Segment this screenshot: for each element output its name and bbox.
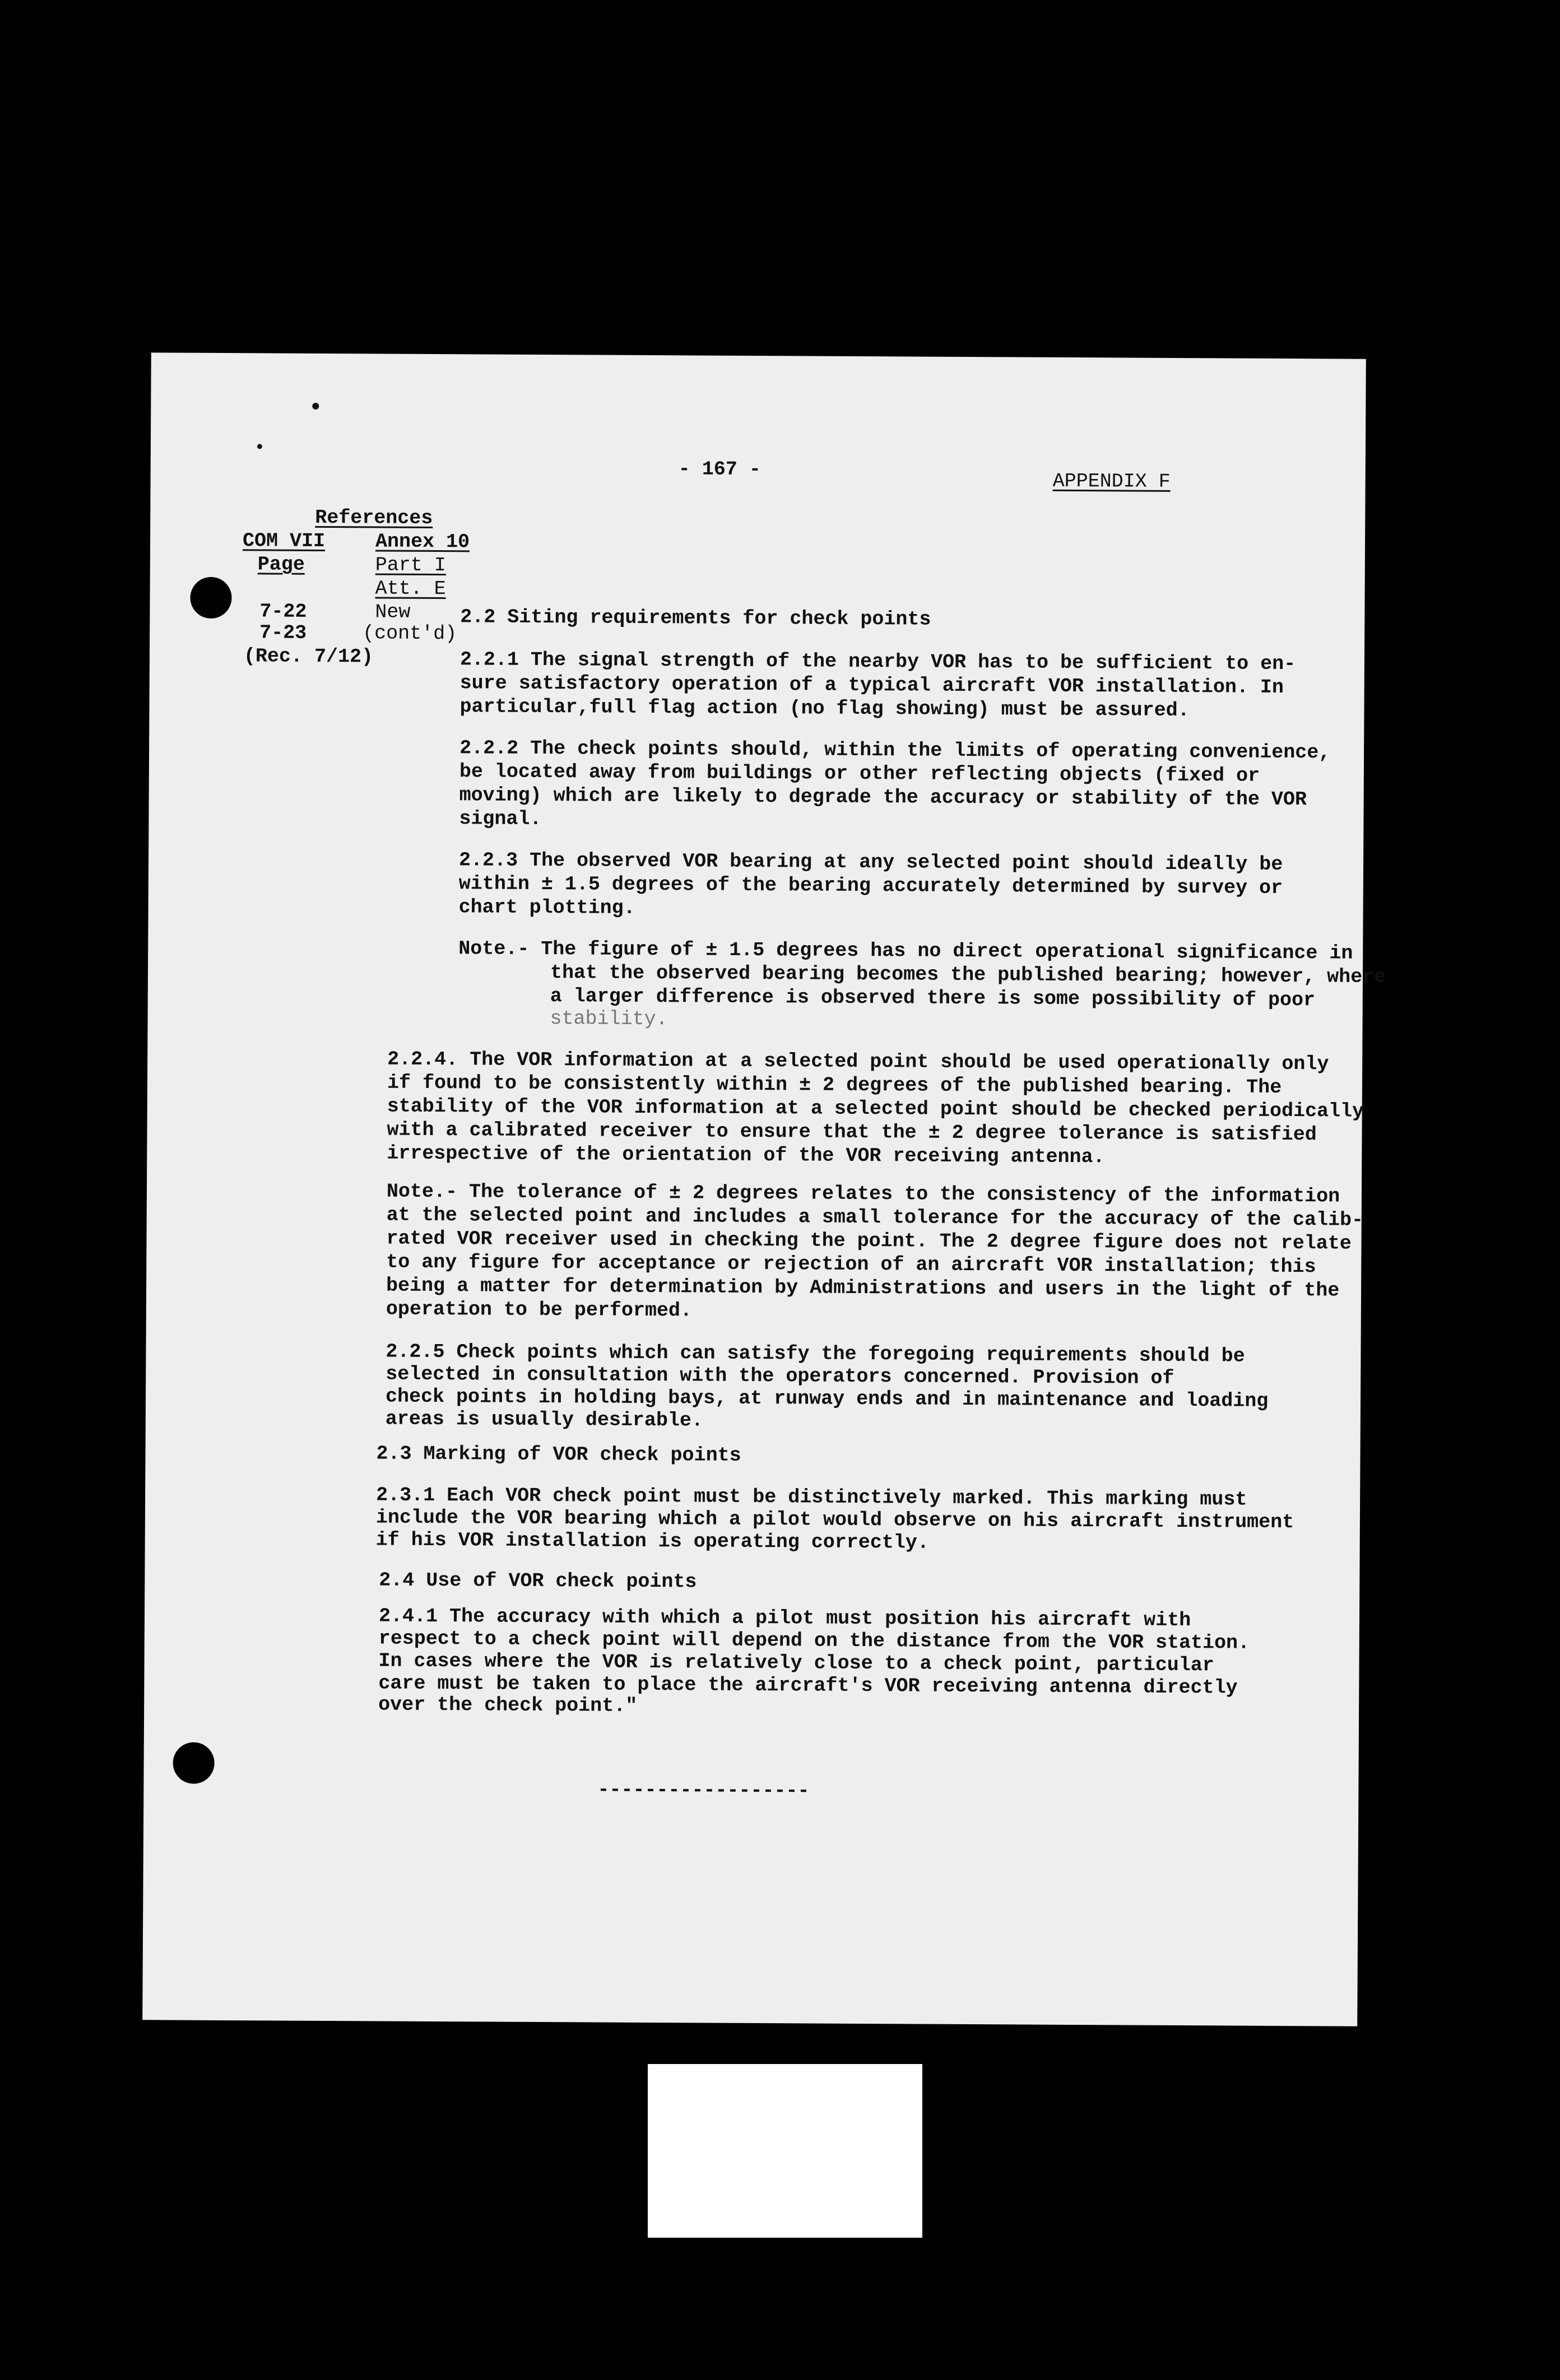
- text-line: 2.2.3 The observed VOR bearing at any selected point should ideally be: [458, 849, 1283, 876]
- text-line: over the check point.": [378, 1693, 638, 1717]
- text-line: be located away from buildings or other reflecting objects (fixed or: [459, 760, 1260, 787]
- text-line: stability.: [550, 1007, 668, 1031]
- text-line: at the selected point and includes a small tolerance for the accuracy of the calib-: [386, 1203, 1364, 1231]
- text-line: 2.2.2 The check points should, within the limits of operating convenience,: [459, 737, 1331, 764]
- punch-hole: [173, 1742, 214, 1784]
- text-line: particular,full flag action (no flag showing) must be assured.: [459, 695, 1190, 722]
- text-line: a larger difference is observed there is some possibility of poor: [550, 985, 1316, 1012]
- page-label: Page: [257, 553, 305, 576]
- text-line: if found to be consistently within ± 2 degrees of the published bearing. The: [387, 1071, 1282, 1099]
- section-heading: 2.3 Marking of VOR check points: [376, 1442, 741, 1467]
- text-line: include the VOR bearing which a pilot would observe on his aircraft instrument: [375, 1506, 1294, 1534]
- text-line: care must be taken to place the aircraft's VOR receiving antenna directly: [378, 1672, 1238, 1699]
- appendix-label: APPENDIX F: [1052, 470, 1171, 493]
- text-line: that the observed bearing becomes the published bearing; however, where: [550, 961, 1386, 988]
- text-line: 2.3.1 Each VOR check point must be distinctively marked. This marking must: [376, 1484, 1247, 1511]
- text-line: 2.2.1 The signal strength of the nearby VOR has to be sufficient to en-: [459, 648, 1296, 676]
- section-heading: 2.4 Use of VOR check points: [379, 1569, 697, 1593]
- text-line: In cases where the VOR is relatively close to a check point, particular: [378, 1649, 1214, 1677]
- end-rule: ------------------: [597, 1778, 810, 1802]
- text-line: 2.4.1 The accuracy with which a pilot must position his aircraft with: [378, 1605, 1191, 1632]
- references-title: References: [315, 506, 433, 529]
- text-line: moving) which are likely to degrade the accuracy or stability of the VOR: [459, 784, 1307, 811]
- text-line: within ± 1.5 degrees of the bearing accurately determined by survey or: [458, 872, 1283, 899]
- text-line: operation to be performed.: [386, 1298, 693, 1322]
- text-line: check points in holding bays, at runway ends and in maintenance and loading: [385, 1385, 1269, 1412]
- text-line: sure satisfactory operation of a typical aircraft VOR installation. In: [459, 672, 1284, 699]
- rec-reference: (Rec. 7/12): [243, 645, 374, 668]
- blank-card: [648, 2064, 922, 2238]
- text-line: if his VOR installation is operating correctly.: [375, 1528, 929, 1554]
- text-line: rated VOR receiver used in checking the point. The 2 degree figure does not relate: [386, 1227, 1352, 1255]
- ref-page: 7-22: [259, 600, 307, 623]
- text-line: to any figure for acceptance or rejection of an aircraft VOR installation; this: [386, 1251, 1316, 1279]
- text-line: Note.- The figure of ± 1.5 degrees has no direct operational significance in: [458, 937, 1353, 965]
- punch-hole: [190, 577, 231, 619]
- com-label: COM VII: [242, 529, 326, 552]
- ink-speck: [312, 403, 319, 410]
- ink-speck: [257, 444, 262, 449]
- text-line: 2.2.5 Check points which can satisfy the foregoing requirements should be: [386, 1340, 1245, 1368]
- ref-annex-value: New: [375, 601, 411, 624]
- section-heading: 2.2 Siting requirements for check points: [460, 606, 931, 631]
- text-line: 2.2.4. The VOR information at a selected point should be used operationally only: [387, 1048, 1329, 1076]
- annex-label: Annex 10: [375, 530, 470, 554]
- text-line: signal.: [459, 807, 542, 831]
- text-line: chart plotting.: [458, 896, 635, 919]
- part-label: Part I: [375, 554, 446, 577]
- text-line: selected in consultation with the operators concerned. Provision of: [386, 1363, 1174, 1389]
- text-line: with a calibrated receiver to ensure that the ± 2 degree tolerance is satisfied: [387, 1118, 1317, 1146]
- att-label: Att. E: [375, 577, 446, 601]
- text-line: irrespective of the orientation of the VOR receiving antenna.: [387, 1142, 1105, 1169]
- page-number: - 167 -: [678, 458, 761, 481]
- ref-page: 7-23: [259, 621, 307, 644]
- text-line: stability of the VOR information at a selected point should be checked periodically: [387, 1095, 1364, 1123]
- ref-annex-value: (cont'd): [363, 622, 457, 645]
- text-line: being a matter for determination by Administrations and users in the light of the: [386, 1274, 1340, 1302]
- text-line: respect to a check point will depend on the distance from the VOR station.: [378, 1627, 1250, 1654]
- document-page: [142, 352, 1386, 2026]
- text-line: Note.- The tolerance of ± 2 degrees relates to the consistency of the information: [386, 1180, 1340, 1208]
- text-line: areas is usually desirable.: [385, 1407, 704, 1432]
